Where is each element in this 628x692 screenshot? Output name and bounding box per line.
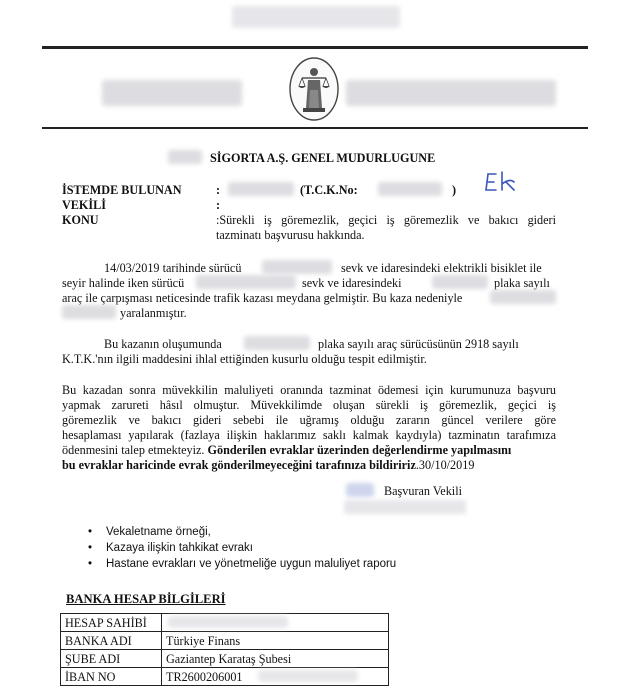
subject-text-line2: tazminatı başvurusu hakkında. [216,228,365,242]
tckn-label: (T.C.K.No: [300,183,358,197]
attachment-item: • Kazaya ilişkin tahkikat evrakı [88,540,396,556]
attachments-list [88,524,396,572]
applicant-separator: : [216,183,221,197]
redacted-company-name [168,150,202,164]
bank-heading: BANKA HESAP BİLGİLERİ [66,592,226,606]
handwritten-annotation [480,168,540,198]
bank-table [60,613,389,686]
redacted-header-top [232,6,400,28]
p3-line6a: bu evraklar haricinde evrak gönderilmeyeceğini tarafınıza bildiririz [62,458,416,472]
redacted-applicant-name [228,182,294,196]
header-rule [42,127,588,129]
p2-line1b: plaka sayılı araç sürücüsünün 2918 sayılı [318,337,519,351]
p2-line2: K.T.K.'nın ilgili maddesini ihlal ettiğinden kusurlu olduğu tespit edilmiştir. [62,352,427,366]
tckn-close: ) [452,183,457,197]
subject-label: KONU [62,213,99,227]
redacted-victim-2 [62,305,116,319]
p3-line2: yapmak zarureti hâsıl olmuştur. Müvekkilimde oluşan sürekli iş göremezlik, geçici iş [62,398,556,412]
bank-key: BANKA ADI [61,632,162,650]
bank-value: Gaziantep Karataş Şubesi [162,650,389,668]
p1-line2b: sevk ve idaresindeki [302,276,402,290]
redacted-signature-name [344,500,466,514]
redacted-tckn [378,182,442,196]
table-row [61,650,389,668]
p3-line1: Bu kazadan sonra müvekkilin maluliyeti oranında tazminat ödemesi için kurumunuza başvuru [62,383,556,397]
p3-line4: hesaplaması yapılarak (fazlaya ilişkin haklarımız saklı kalmak kaydıyla) tazminatın tarafımıza [62,428,556,442]
p3-line6 [62,458,562,473]
redacted-iban [258,670,358,682]
redacted-signature-initial [346,483,374,497]
bank-value [162,668,389,686]
applicant-label: İSTEMDE BULUNAN [62,183,182,197]
redacted-account-holder [168,616,288,628]
p2-line1a: Bu kazanın oluşumunda [104,337,222,351]
redacted-letterhead-left [102,80,242,106]
table-row [61,632,389,650]
bank-key: ŞUBE ADI [61,650,162,668]
table-row [61,614,389,632]
p3-line5a: ödenmesini talep etmekteyiz. [62,443,205,457]
scales-of-justice-emblem [288,56,340,122]
p1-line1a: 14/03/2019 tarihinde sürücü [104,261,242,275]
attorney-separator: : [216,198,221,212]
top-rule [42,46,588,49]
bank-key: HESAP SAHİBİ [61,614,162,632]
addressee-title: SİGORTA A.Ş. GENEL MUDURLUGUNE [210,151,436,165]
p3-line5b: Gönderilen evraklar üzerinden değerlendirme yapılmasını [207,443,512,457]
attachment-item: • Vekaletname örneği, [88,524,396,540]
p1-line3: araç ile çarpışması neticesinde trafik kazası meydana gelmiştir. Bu kaza nedeniyle [62,291,463,305]
subject-text-line1: :Sürekli iş göremezlik, geçici iş göremezlik ve bakıcı gideri [216,213,556,227]
bank-key: İBAN NO [61,668,162,686]
bank-value [162,614,389,632]
redacted-letterhead-right [346,80,556,106]
redacted-victim [490,290,556,304]
redacted-plate2 [244,336,310,350]
p1-line4: yaralanmıştır. [120,306,187,320]
bank-value-text: TR2600206001 [166,669,243,684]
p1-line2a: seyir halinde iken sürücü [62,276,185,290]
attachment-item: • Hastane evrakları ve yönetmeliğe uygun maluliyet raporu [88,556,396,572]
attorney-label: VEKİLİ [62,198,107,212]
p3-line5 [62,443,562,458]
bank-value: Türkiye Finans [162,632,389,650]
p3-line6b: .30/10/2019 [415,458,475,472]
signature-label: Başvuran Vekili [384,484,462,498]
redacted-driver1 [262,260,332,274]
redacted-plate1 [432,275,488,289]
p1-line2c: plaka sayılı [494,276,550,290]
redacted-driver2 [196,275,296,289]
table-row [61,668,389,686]
p3-line3: göremezlik ve bakıcı gideri sebebi ile uğramış olduğu zararın güncel verilere göre [62,413,556,427]
p1-line1b: sevk ve idaresindeki elektrikli bisiklet ile [341,261,542,275]
